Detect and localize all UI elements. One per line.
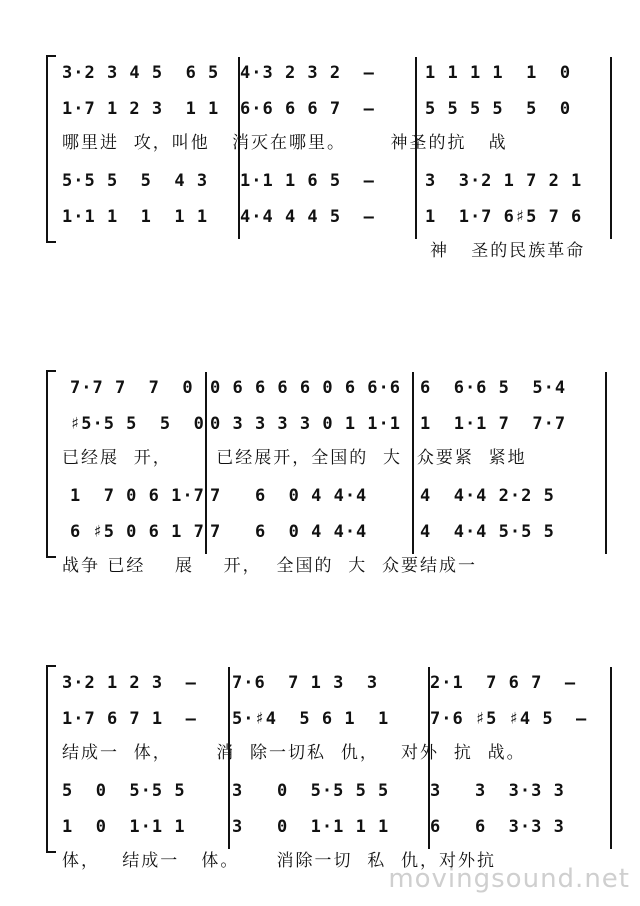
measure-notes: 1·1 1 1 1 1	[62, 207, 209, 227]
measure-notes: 7·6 ♯5 ♯4 5 —	[430, 709, 588, 729]
system-bracket	[46, 370, 56, 558]
measure-notes: 5·5 5 5 4 3	[62, 171, 209, 191]
watermark-text: movingsound.net	[388, 864, 630, 894]
system-bracket	[46, 665, 56, 853]
measure-notes: 6·6 6 6 7 —	[240, 99, 375, 119]
measure-notes: 4 4·4 2·2 5	[420, 486, 555, 506]
measure-notes: 1 1·7 6♯5 7 6	[425, 207, 583, 227]
lyric-line: 体， 结成一 体。 消除一切 私 仇，对外抗	[62, 851, 497, 871]
measure-notes: 5·♯4 5 6 1 1	[232, 709, 390, 729]
measure-notes: 6 ♯5 0 6 1 7	[70, 522, 205, 542]
measure-notes: 7·7 7 7 0	[70, 378, 194, 398]
measure-notes: 1·1 1 6 5 —	[240, 171, 375, 191]
measure-notes: 5 5 5 5 5 0	[425, 99, 572, 119]
measure-notes: 4·3 2 3 2 —	[240, 63, 375, 83]
measure-notes: 3 0 5·5 5 5	[232, 781, 390, 801]
measure-notes: 3·2 3 4 5 6 5	[62, 63, 220, 83]
measure-notes: 2·1 7 6 7 —	[430, 673, 577, 693]
bar-line	[610, 667, 612, 849]
measure-notes: 7 6 0 4 4·4	[210, 486, 368, 506]
measure-notes: 4 4·4 5·5 5	[420, 522, 555, 542]
measure-notes: 3 0 1·1 1 1	[232, 817, 390, 837]
lyric-line: 战争 已经 展 开， 全国的 大 众要结成一	[62, 556, 478, 576]
measure-notes: 1 7 0 6 1·7	[70, 486, 205, 506]
measure-notes: 7·6 7 1 3 3	[232, 673, 379, 693]
lyric-line: 结成一 体， 消 除一切私 仇， 对外 抗 战。	[62, 743, 526, 763]
score-system	[0, 55, 640, 271]
score-system	[0, 665, 640, 881]
score-system	[0, 370, 640, 586]
measure-notes: 3·2 1 2 3 —	[62, 673, 197, 693]
lyric-line: 神 圣的民族革命	[430, 241, 586, 261]
measure-notes: 5 0 5·5 5	[62, 781, 186, 801]
measure-notes: 4·4 4 4 5 —	[240, 207, 375, 227]
measure-notes: 6 6·6 5 5·4	[420, 378, 567, 398]
lyric-line: 已经展 开， 已经展开，全国的 大 众要紧 紧地	[62, 448, 527, 468]
measure-notes: 0 6 6 6 6 0 6 6·6	[210, 378, 401, 398]
bar-line	[605, 372, 607, 554]
system-bracket	[46, 55, 56, 243]
measure-notes: 1 1·1 7 7·7	[420, 414, 567, 434]
measure-notes: 3 3·2 1 7 2 1	[425, 171, 583, 191]
measure-notes: 1 0 1·1 1	[62, 817, 186, 837]
measure-notes: 1·7 6 7 1 —	[62, 709, 197, 729]
measure-notes: ♯5·5 5 5 0	[70, 414, 205, 434]
measure-notes: 1 1 1 1 1 0	[425, 63, 572, 83]
measure-notes: 3 3 3·3 3	[430, 781, 565, 801]
bar-line	[610, 57, 612, 239]
lyric-line: 哪里进 攻，叫他 消灭在哪里。 神圣的抗 战	[62, 133, 508, 153]
measure-notes: 0 3 3 3 3 0 1 1·1	[210, 414, 401, 434]
measure-notes: 6 6 3·3 3	[430, 817, 565, 837]
measure-notes: 7 6 0 4 4·4	[210, 522, 368, 542]
measure-notes: 1·7 1 2 3 1 1	[62, 99, 220, 119]
